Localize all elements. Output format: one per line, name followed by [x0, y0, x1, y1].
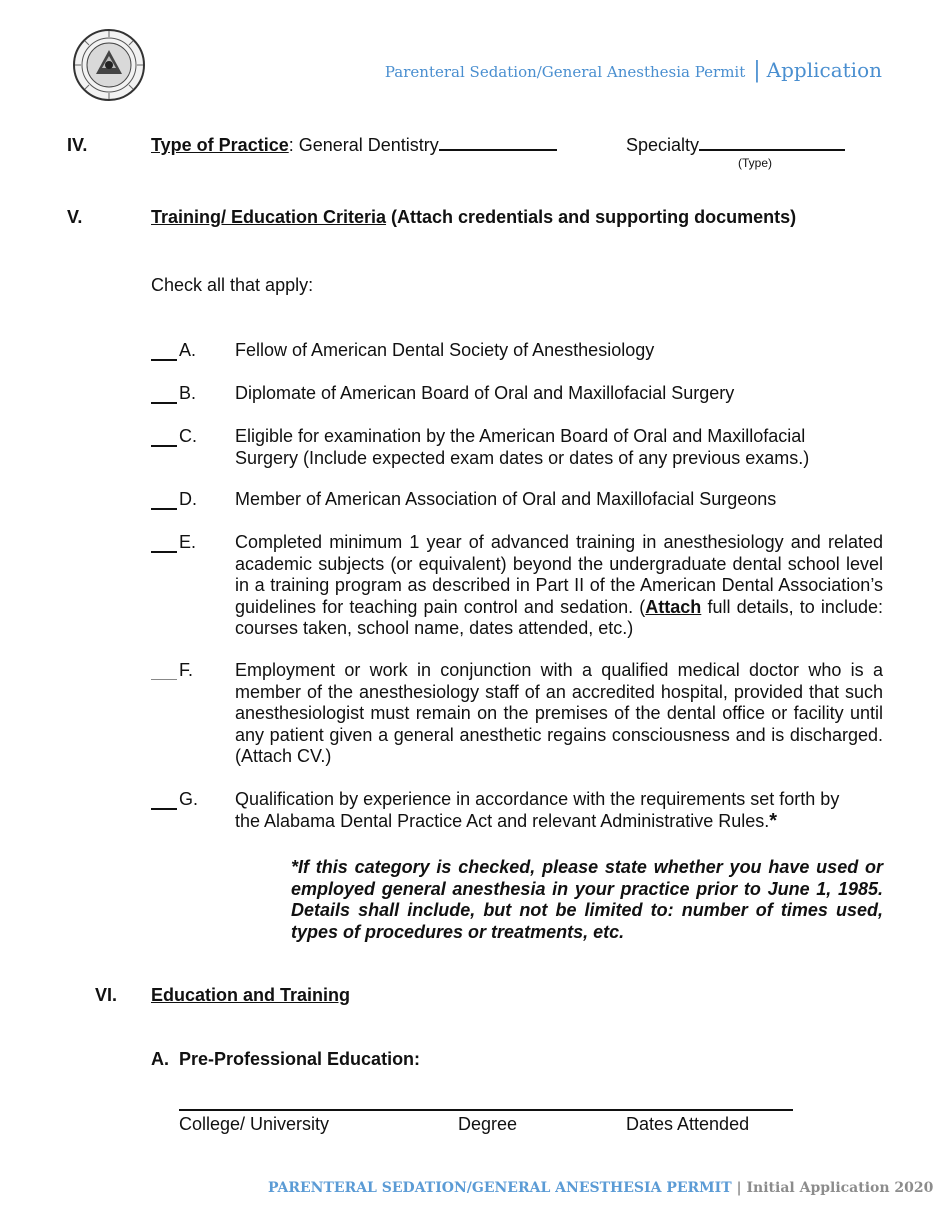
practice-blank[interactable] [439, 135, 557, 151]
footer-title: PARENTERAL SEDATION/GENERAL ANESTHESIA PERMIT [268, 1180, 732, 1196]
specialty-label: Specialty [626, 135, 700, 155]
item-letter-g: G. [179, 789, 199, 809]
item-letter-a: A. [179, 340, 197, 360]
specialty-blank[interactable] [699, 135, 845, 151]
page-footer [268, 1180, 933, 1196]
item-text-b: Diplomate of American Board of Oral and Maxillofacial Surgery [235, 383, 735, 403]
checkbox-blank-f[interactable] [151, 661, 177, 680]
footer-separator: | [736, 1180, 742, 1196]
type-of-practice-value: : General Dentistry [288, 135, 439, 155]
item-letter-c: C. [179, 426, 197, 446]
checkbox-blank-c[interactable] [151, 427, 177, 447]
page-header [385, 58, 882, 83]
item-letter-d: D. [179, 489, 197, 509]
column-degree: Degree [458, 1114, 518, 1134]
board-seal-icon [72, 28, 146, 102]
header-title-large: Application [766, 58, 882, 82]
experience-footnote: *If this category is checked, please state whether you have used or employed general anesthesia in your practice prior to June 1, 1985. Details shall include, but not be limited to: number of times used, types of procedures or treatments, etc. [291, 857, 883, 942]
attach-emphasis: Attach [645, 596, 702, 617]
checkbox-blank-a[interactable] [151, 341, 177, 361]
check-instruction: Check all that apply: [151, 275, 314, 295]
item-letter-e: E. [179, 532, 197, 552]
item-text-f: Employment or work in conjunction with a qualified medical doctor who is a member of the anesthesiology staff of an accredited hospital, provided that such anesthesiologist must remain on the premises of the dental office or facility until any patient given a general anesthetic regains consciousness and is discharged. (Attach CV.) [235, 660, 883, 767]
checkbox-blank-g[interactable] [151, 790, 177, 810]
checkbox-blank-d[interactable] [151, 490, 177, 510]
item-text-a: Fellow of American Dental Society of Anesthesiology [235, 340, 655, 360]
asterisk-mark: * [769, 809, 778, 832]
section6-title: Education and Training [151, 985, 351, 1005]
header-separator: | [753, 58, 761, 83]
type-of-practice-line [151, 135, 557, 157]
specialty-line [626, 135, 845, 157]
item-letter-f: F. [179, 660, 194, 680]
type-of-practice-label: Type of Practice [151, 135, 289, 155]
footer-edition: Initial Application 2020 [746, 1180, 934, 1196]
checkbox-blank-b[interactable] [151, 384, 177, 404]
section5-note: (Attach credentials and supporting documents) [386, 207, 797, 227]
section5-numeral: V. [67, 207, 83, 227]
header-title-small: Parenteral Sedation/General Anesthesia Permit [384, 63, 746, 81]
item-text-g-main: Qualification by experience in accordance with the requirements set forth by the Alabama Dental Practice Act and relevant Administrative Rules. [235, 789, 840, 831]
item-text-e-before: Completed minimum 1 year of advanced training in anesthesiology and related academic subjects (or equivalent) beyond the undergraduate dental school level in a training program as described in Part II of the American Dental Association’s guidelines for teaching pain control and sedation. ( [235, 532, 883, 617]
pre-professional-title: Pre-Professional Education: [179, 1049, 421, 1069]
item-text-g [235, 789, 867, 832]
item-text-c: Eligible for examination by the American Board of Oral and Maxillofacial Surgery (Include expected exam dates or dates of any previous exams.) [235, 426, 810, 468]
item-letter-b: B. [179, 383, 197, 403]
checkbox-blank-e[interactable] [151, 533, 177, 553]
education-entry-line[interactable] [179, 1109, 793, 1111]
item-text-e-after: full details, to include: courses taken, school name, dates attended, etc.) [235, 596, 883, 639]
item-text-e [235, 532, 883, 640]
type-caption: (Type) [738, 156, 773, 170]
section5-heading [151, 207, 796, 229]
section4-numeral: IV. [67, 135, 88, 155]
column-college: College/ University [179, 1114, 330, 1134]
section6-numeral: VI. [95, 985, 118, 1005]
subsection-letter-a: A. [151, 1049, 169, 1069]
item-text-d: Member of American Association of Oral and Maxillofacial Surgeons [235, 489, 777, 509]
section5-title: Training/ Education Criteria [151, 207, 387, 227]
column-dates: Dates Attended [626, 1114, 750, 1134]
